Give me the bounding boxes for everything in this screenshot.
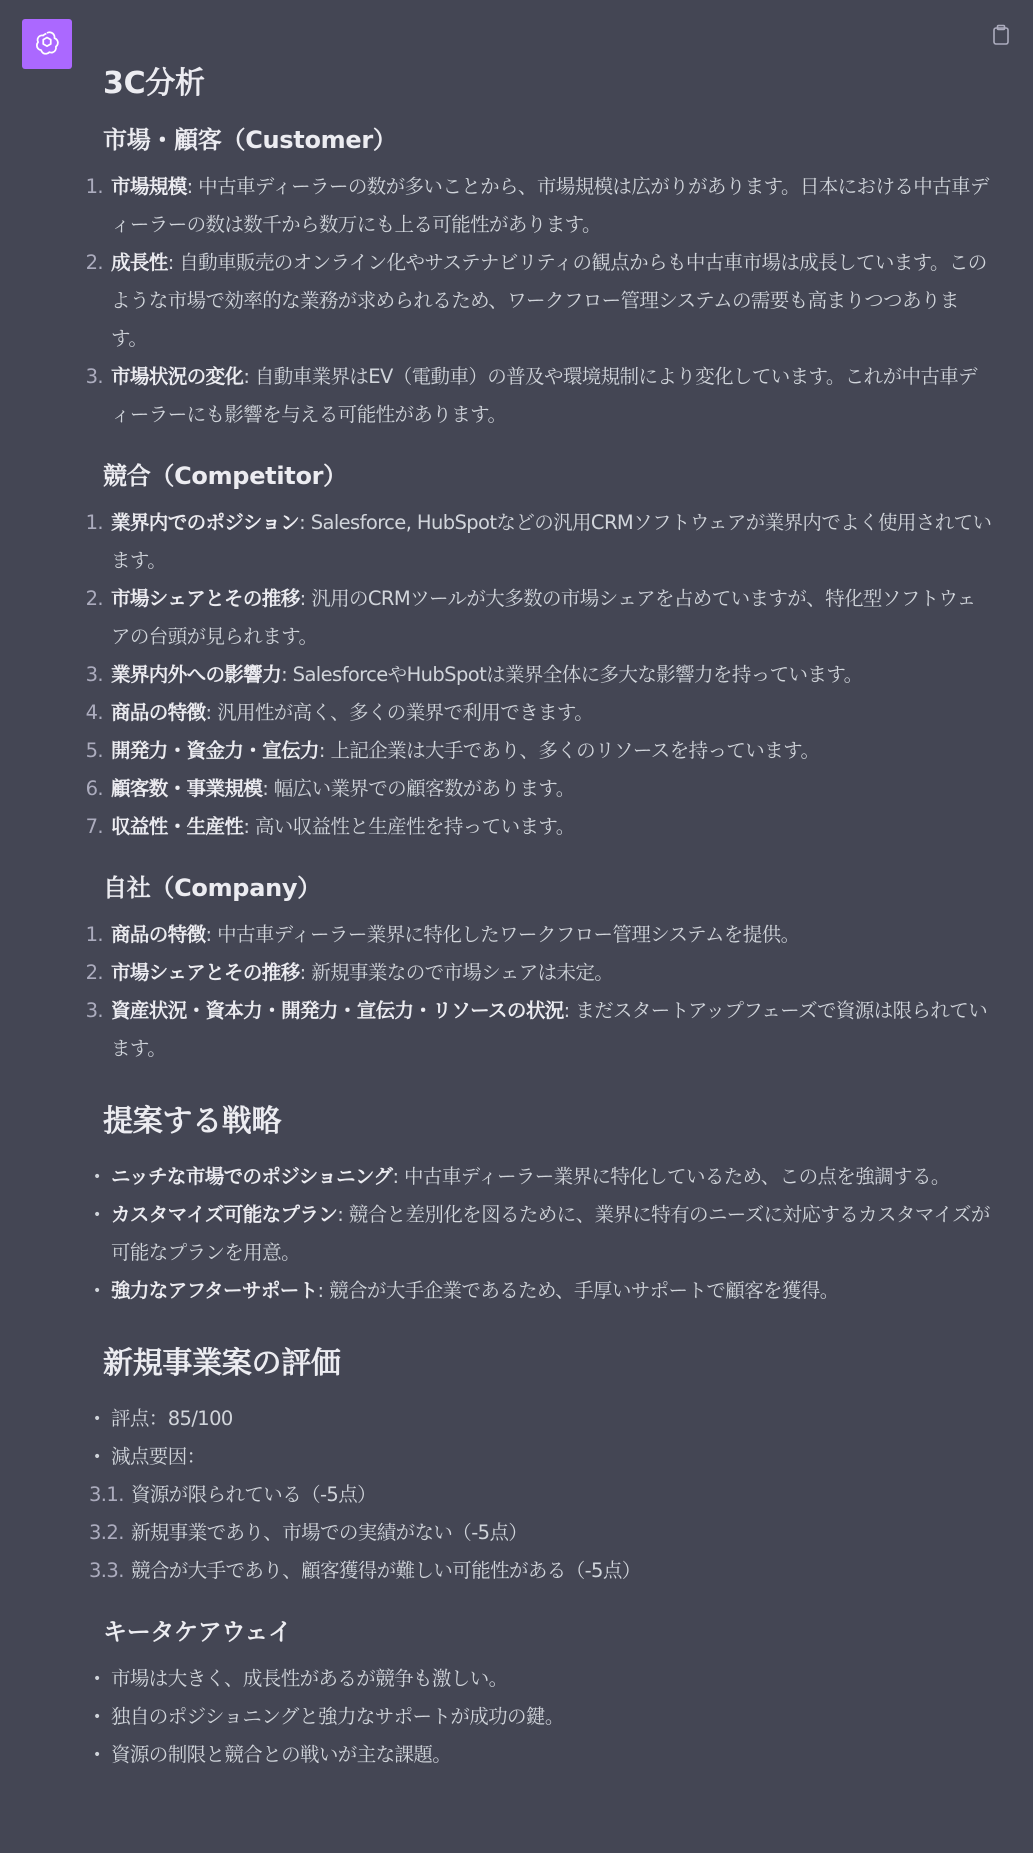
item-label: 市場シェアとその推移: [111, 961, 300, 984]
list-item: [85, 580, 993, 656]
heading-customer: 市場・顧客（Customer）: [103, 126, 397, 154]
item-text: 資源の制限と競合との戦いが主な課題。: [111, 1743, 452, 1766]
list-number: 3.: [85, 663, 103, 686]
list-number: 3.3.: [89, 1559, 124, 1582]
item-label: 資産状況・資本力・開発力・宣伝力・リソースの状況: [111, 999, 564, 1022]
list-number: 1.: [85, 923, 103, 946]
evaluation-list: [93, 1400, 993, 1476]
list-item: [85, 916, 993, 954]
item-text: : 汎用のCRMツールが大多数の市場シェアを占めていますが、特化型ソフトウェアの台頭が見られます。: [111, 587, 976, 648]
item-text: : 上記企業は大手であり、多くのリソースを持っています。: [318, 739, 820, 762]
customer-list: [85, 168, 993, 434]
list-item: [93, 1698, 993, 1736]
item-label: 成長性: [111, 251, 168, 274]
list-item: [89, 1514, 993, 1552]
item-label: ニッチな市場でのポジショニング: [111, 1165, 393, 1188]
item-text: : 中古車ディーラーの数が多いことから、市場規模は広がりがあります。日本における中古車ディーラーの数は数千から数万にも上る可能性があります。: [111, 175, 989, 236]
list-number: 2.: [85, 961, 103, 984]
item-label: 業界内でのポジション: [111, 511, 300, 534]
item-label: 開発力・資金力・宣伝力: [111, 739, 319, 762]
bullet-icon: •: [93, 1207, 101, 1223]
list-item: [85, 168, 993, 244]
list-item: [85, 770, 993, 808]
list-item: [93, 1196, 993, 1272]
deduction-list: [89, 1476, 993, 1590]
list-number: 7.: [85, 815, 103, 838]
item-text: 新規事業であり、市場での実績がない（-5点）: [131, 1521, 528, 1544]
list-number: 3.: [85, 365, 103, 388]
list-item: [85, 244, 993, 358]
competitor-list: [85, 504, 993, 846]
clipboard-icon: [992, 24, 1010, 46]
list-item: [85, 954, 993, 992]
item-text: : 自動車業界はEV（電動車）の普及や環境規制により変化しています。これが中古車ディーラーにも影響を与える可能性があります。: [111, 365, 978, 426]
item-text: : 競合と差別化を図るために、業界に特有のニーズに対応するカスタマイズが可能なプランを用意。: [111, 1203, 990, 1264]
section-title-3c: 3C分析: [103, 66, 205, 101]
list-number: 5.: [85, 739, 103, 762]
item-text: : SalesforceやHubSpotは業界全体に多大な影響力を持っています。: [281, 663, 863, 686]
item-text: 競合が大手であり、顧客獲得が難しい可能性がある（-5点）: [131, 1559, 641, 1582]
score-text: 評点：85/100: [111, 1407, 233, 1430]
list-number: 3.: [85, 999, 103, 1022]
item-text: : まだスタートアップフェーズで資源は限られています。: [111, 999, 988, 1060]
list-item: [85, 656, 993, 694]
bullet-icon: •: [93, 1747, 101, 1763]
list-number: 2.: [85, 251, 103, 274]
item-text: : 中古車ディーラー業界に特化しているため、この点を強調する。: [392, 1165, 950, 1188]
item-text: : 新規事業なので市場シェアは未定。: [299, 961, 614, 984]
item-label: 商品の特徴: [111, 923, 206, 946]
openai-logo-icon: [32, 29, 62, 59]
list-item: [85, 732, 993, 770]
item-label: 市場状況の変化: [111, 365, 244, 388]
list-item: [93, 1438, 993, 1476]
message-content: [85, 60, 993, 1774]
bullet-icon: •: [93, 1411, 101, 1427]
list-number: 1.: [85, 175, 103, 198]
item-text: : 中古車ディーラー業界に特化したワークフロー管理システムを提供。: [205, 923, 800, 946]
copy-button[interactable]: [989, 22, 1013, 48]
item-label: 顧客数・事業規模: [111, 777, 263, 800]
list-item: [85, 992, 993, 1068]
list-item: [93, 1660, 993, 1698]
bullet-icon: •: [93, 1283, 101, 1299]
heading-competitor: 競合（Competitor）: [103, 462, 347, 490]
heading-takeaway: キータケアウェイ: [103, 1618, 292, 1646]
list-number: 2.: [85, 587, 103, 610]
item-text: : 自動車販売のオンライン化やサステナビリティの観点からも中古車市場は成長しています。このような市場で効率的な業務が求められるため、ワークフロー管理システムの需要も高まりつつあります。: [111, 251, 987, 350]
bullet-icon: •: [93, 1671, 101, 1687]
bullet-icon: •: [93, 1169, 101, 1185]
list-item: [93, 1400, 993, 1438]
company-list: [85, 916, 993, 1068]
list-item: [85, 504, 993, 580]
item-label: 収益性・生産性: [111, 815, 244, 838]
item-text: 独自のポジショニングと強力なサポートが成功の鍵。: [111, 1705, 564, 1728]
item-text: : 高い収益性と生産性を持っています。: [243, 815, 575, 838]
deduction-heading: 減点要因：: [111, 1445, 206, 1468]
item-text: : 競合が大手企業であるため、手厚いサポートで顧客を獲得。: [317, 1279, 839, 1302]
item-text: 市場は大きく、成長性があるが競争も激しい。: [111, 1667, 508, 1690]
item-label: 商品の特徴: [111, 701, 206, 724]
item-text: : 幅広い業界での顧客数があります。: [262, 777, 575, 800]
item-label: カスタマイズ可能なプラン: [111, 1203, 338, 1226]
assistant-avatar: [22, 19, 72, 69]
item-text: : Salesforce, HubSpotなどの汎用CRMソフトウェアが業界内でよく使用されています。: [111, 511, 992, 572]
bullet-icon: •: [93, 1449, 101, 1465]
list-item: [89, 1476, 993, 1514]
list-item: [93, 1272, 993, 1310]
item-label: 業界内外への影響力: [111, 663, 282, 686]
list-number: 3.2.: [89, 1521, 124, 1544]
list-item: [93, 1736, 993, 1774]
list-item: [85, 808, 993, 846]
list-number: 4.: [85, 701, 103, 724]
list-number: 3.1.: [89, 1483, 124, 1506]
list-item: [89, 1552, 993, 1590]
list-item: [85, 694, 993, 732]
item-text: 資源が限られている（-5点）: [131, 1483, 377, 1506]
section-title-evaluation: 新規事業案の評価: [103, 1346, 341, 1381]
item-text: : 汎用性が高く、多くの業界で利用できます。: [205, 701, 594, 724]
item-label: 強力なアフターサポート: [111, 1279, 318, 1302]
list-number: 6.: [85, 777, 103, 800]
item-label: 市場規模: [111, 175, 187, 198]
list-item: [85, 358, 993, 434]
item-label: 市場シェアとその推移: [111, 587, 300, 610]
section-title-strategy: 提案する戦略: [103, 1104, 282, 1139]
takeaway-list: [93, 1660, 993, 1774]
list-item: [93, 1158, 993, 1196]
strategy-list: [93, 1158, 993, 1310]
heading-company: 自社（Company）: [103, 874, 321, 902]
bullet-icon: •: [93, 1709, 101, 1725]
list-number: 1.: [85, 511, 103, 534]
